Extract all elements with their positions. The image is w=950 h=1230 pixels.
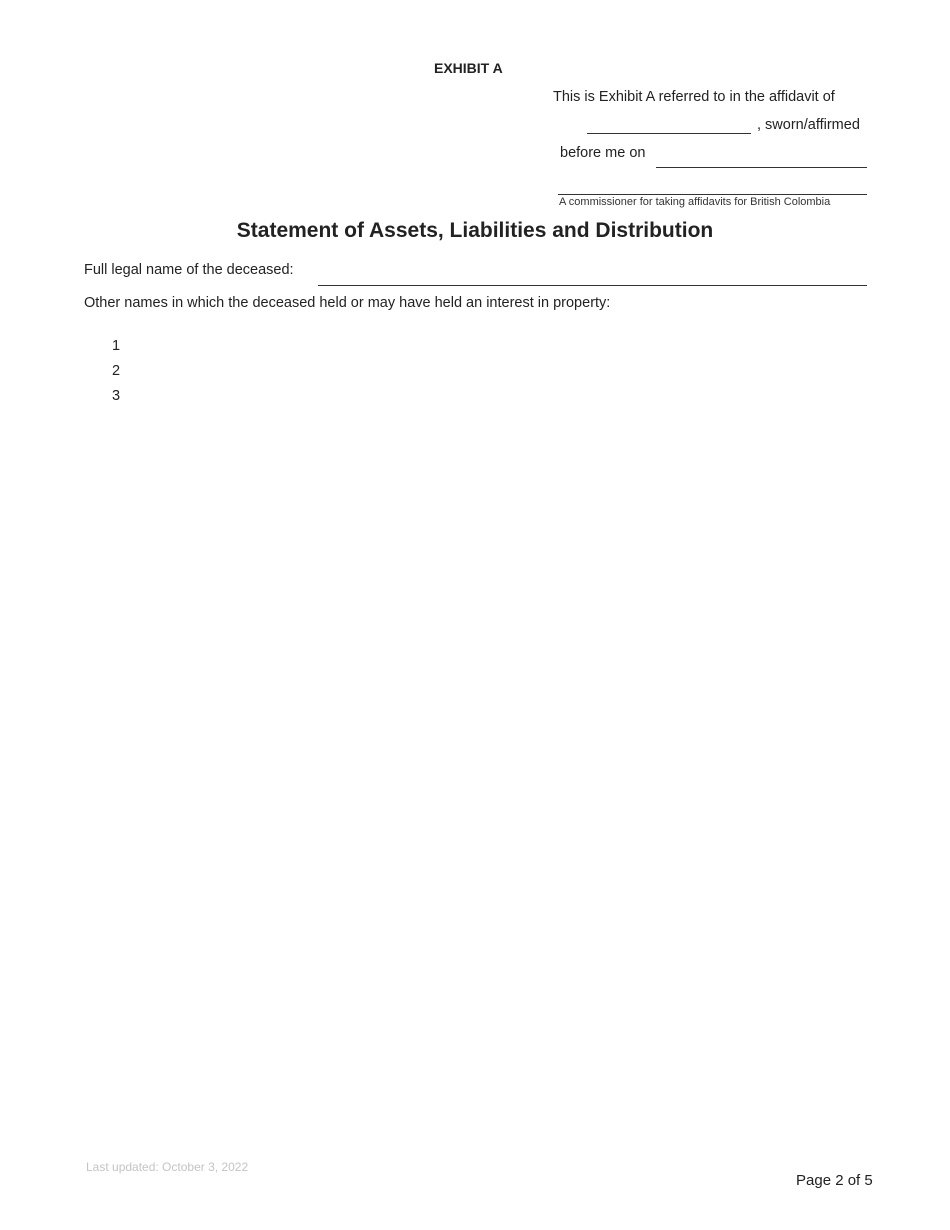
other-name-number-2: 2	[112, 363, 121, 379]
commissioner-signature-line	[558, 194, 867, 195]
statement-title: Statement of Assets, Liabilities and Distribution	[236, 219, 714, 242]
page-number: Page 2 of 5	[796, 1172, 873, 1189]
other-name-field-2[interactable]	[134, 361, 867, 380]
other-names-label: Other names in which the deceased held or may have held an interest in property:	[84, 295, 611, 311]
exhibit-title: EXHIBIT A	[434, 60, 503, 76]
last-updated-text: Last updated: October 3, 2022	[86, 1160, 249, 1174]
other-name-number-1: 1	[112, 338, 121, 354]
deponent-name-field[interactable]	[587, 115, 751, 134]
commissioner-caption: A commissioner for taking affidavits for British Colombia	[559, 196, 831, 208]
other-name-field-3[interactable]	[134, 386, 867, 405]
sworn-affirmed-label: , sworn/affirmed	[757, 117, 860, 133]
sworn-date-field[interactable]	[656, 149, 867, 168]
before-me-label: before me on	[560, 145, 646, 161]
affidavit-reference-text: This is Exhibit A referred to in the affidavit of	[553, 89, 835, 105]
other-name-number-3: 3	[112, 388, 121, 404]
other-name-field-1[interactable]	[134, 336, 867, 355]
full-name-label: Full legal name of the deceased:	[84, 262, 294, 278]
full-name-field[interactable]	[318, 267, 867, 286]
